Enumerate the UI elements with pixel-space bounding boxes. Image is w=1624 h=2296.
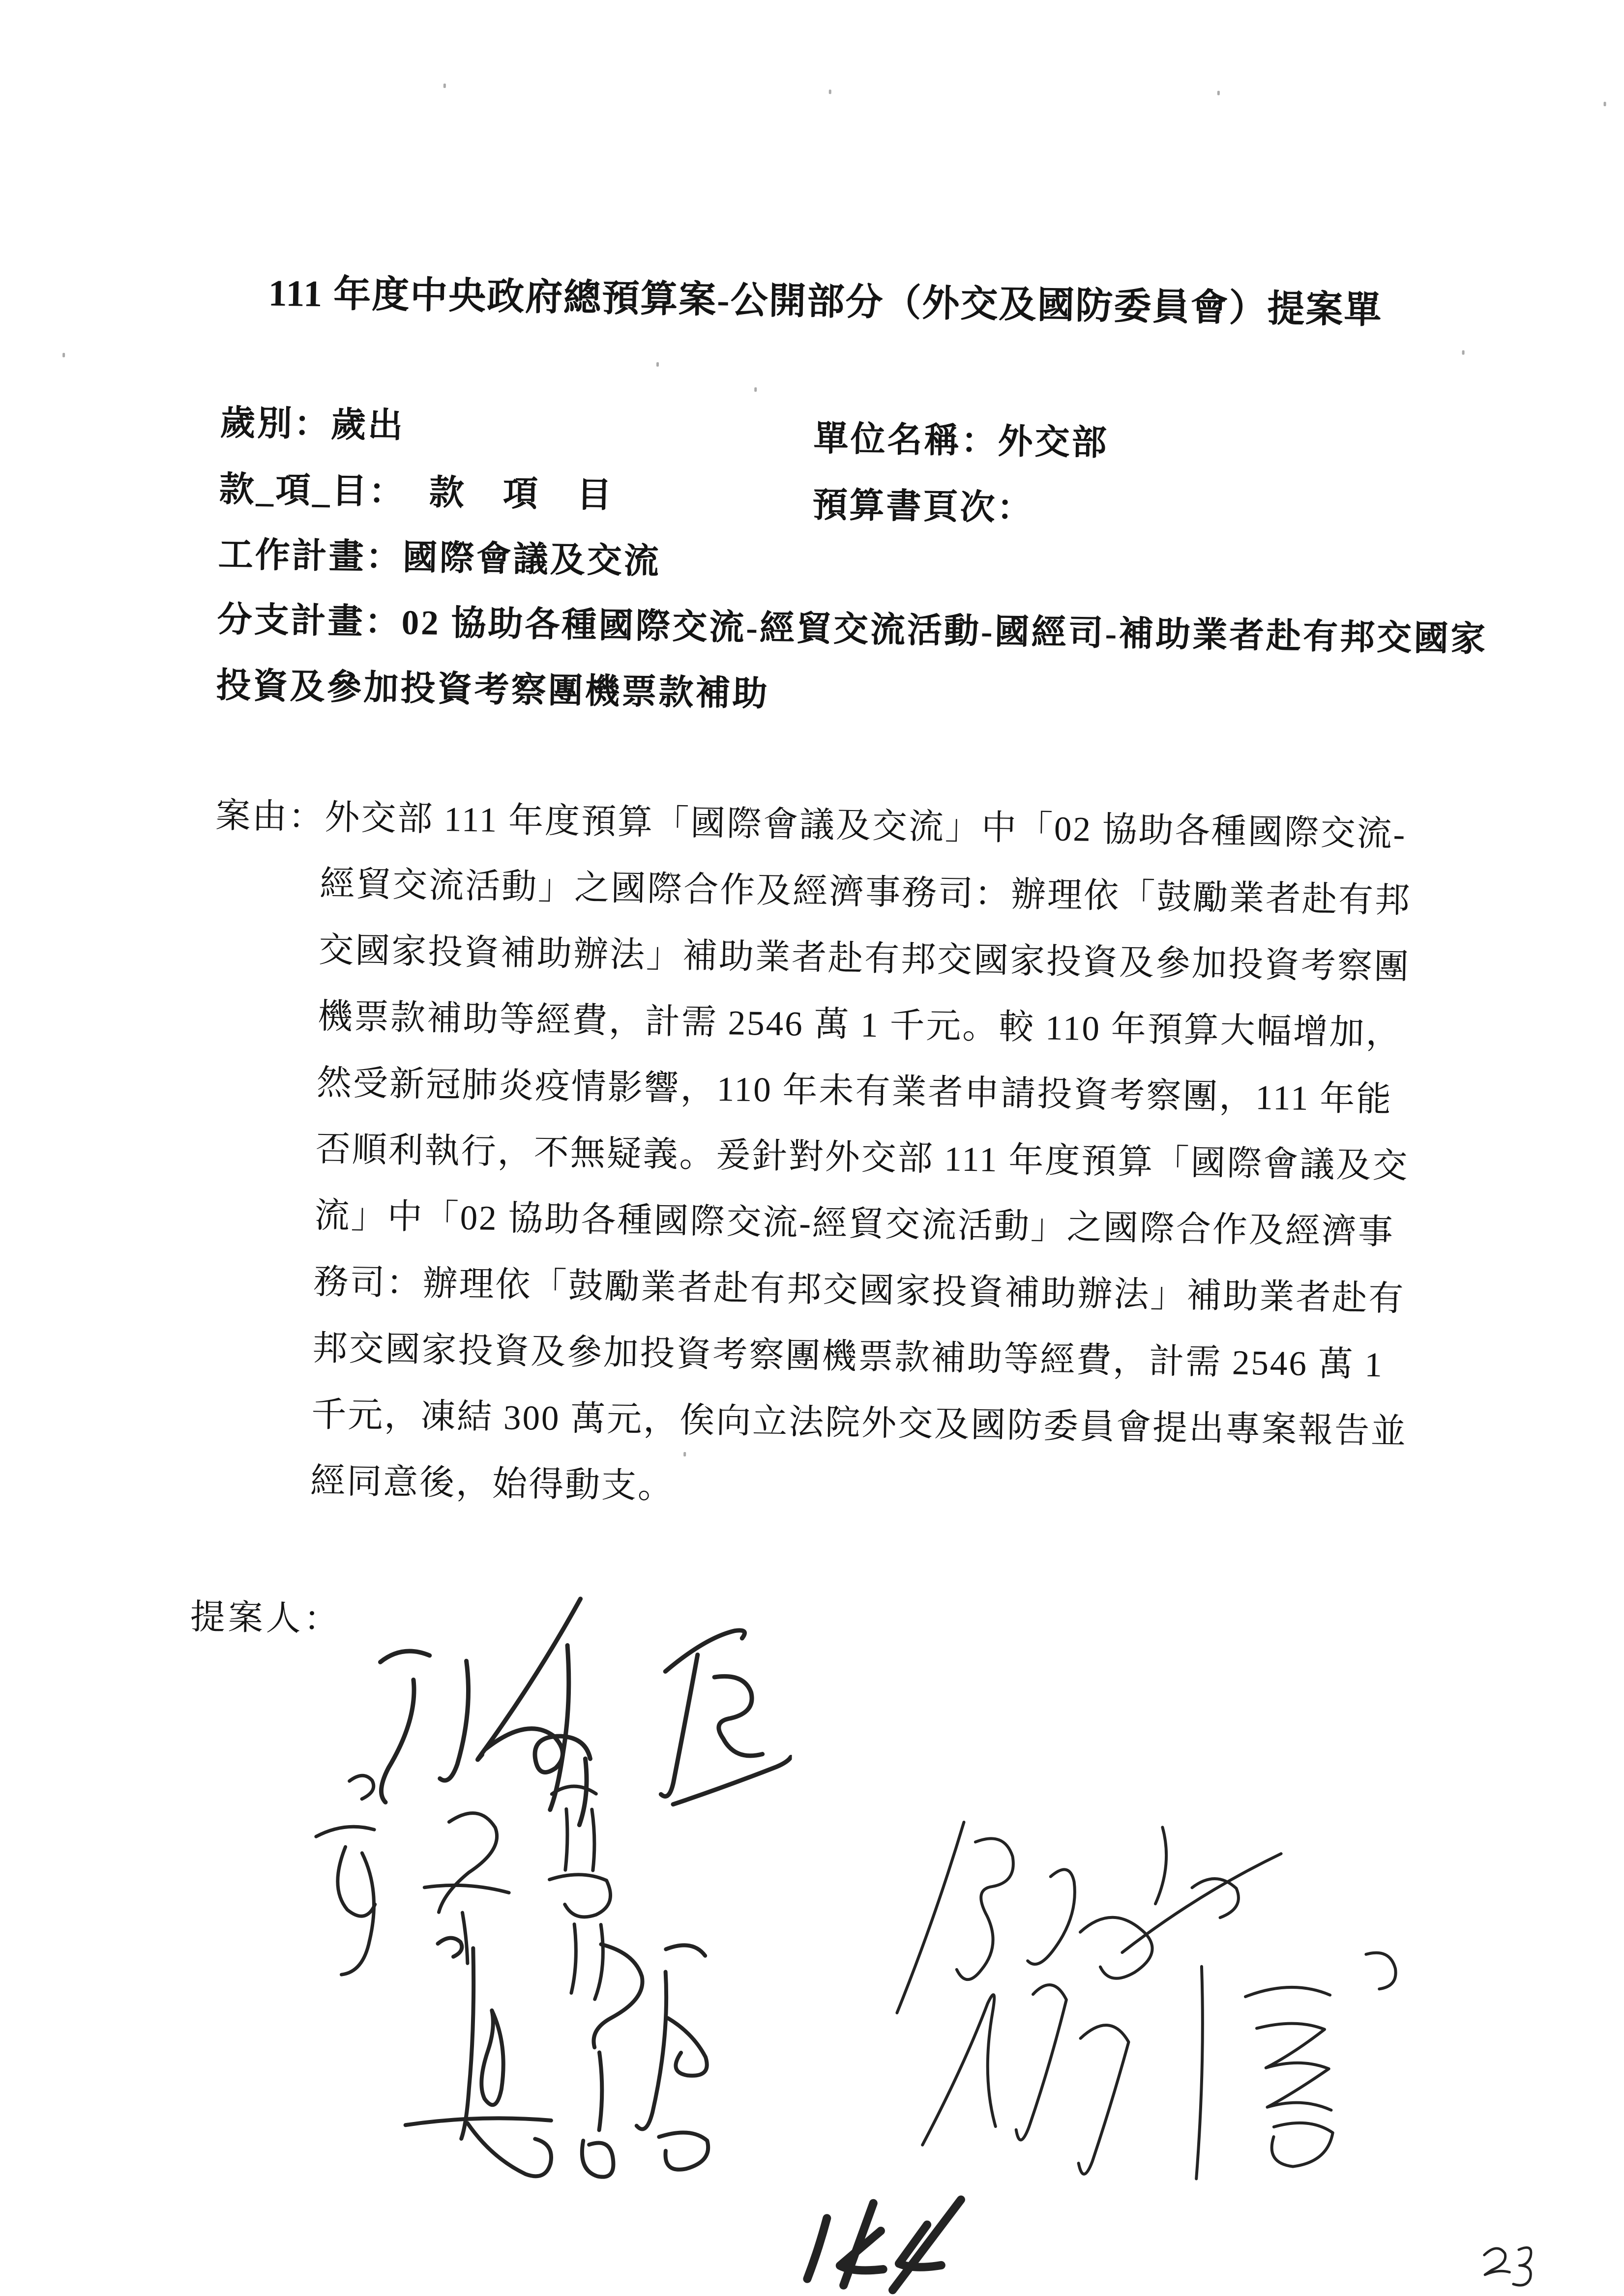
page-title: 111 年度中央政府總預算案-公開部分（外交及國防委員會）提案單	[268, 272, 1383, 332]
scan-speck	[1603, 102, 1606, 106]
handwritten-number-144	[778, 2187, 976, 2296]
field-unit-name	[813, 410, 1109, 465]
proposer-label: 提案人：	[190, 1598, 342, 1639]
field-fiscal-class	[220, 395, 405, 448]
scan-speck	[443, 84, 446, 88]
scan-speck	[829, 89, 831, 94]
item-label: 款_項_目：	[219, 470, 406, 512]
case-line: 經同意後，始得動支。	[310, 1462, 675, 1506]
field-item	[219, 461, 614, 518]
corner-mark-23	[1472, 2236, 1542, 2296]
scan-speck	[1217, 91, 1220, 95]
work-plan-value: 國際會議及交流	[402, 538, 661, 581]
fiscal-class-label: 歲別：	[220, 404, 331, 444]
scan-speck	[754, 387, 757, 392]
unit-name-value: 外交部	[998, 422, 1109, 463]
case-line: 千元，凍結 300 萬元，俟向立法院外交及國防委員會提出專案報告並	[311, 1395, 1408, 1452]
field-work-plan	[218, 526, 661, 583]
budget-page-label: 預算書頁次：	[812, 486, 1034, 528]
scan-speck	[683, 1452, 686, 1456]
handwritten-number-144-drawing	[778, 2187, 976, 2296]
fiscal-class-value: 歲出	[330, 406, 405, 445]
case-line: 邦交國家投資及參加投資考察團機票款補助等經費，計需 2546 萬 1	[312, 1329, 1384, 1385]
case-line: 務司：辦理依「鼓勵業者赴有邦交國家投資補助辦法」補助業者赴有	[313, 1263, 1405, 1318]
signature-4	[386, 1925, 735, 2206]
field-branch-plan	[217, 591, 1488, 662]
case-description	[205, 783, 1475, 1533]
case-line: 流」中「02 協助各種國際交流-經貿交流活動」之國際合作及經濟事	[314, 1196, 1395, 1252]
work-plan-label: 工作計畫：	[218, 535, 403, 577]
signature-5	[898, 1933, 1433, 2237]
scan-speck	[62, 353, 65, 357]
case-line: 經貿交流活動」之國際合作及經濟事務司：辦理依「鼓勵業者赴有邦	[319, 865, 1412, 921]
field-budget-page	[812, 477, 1034, 530]
signature-4-drawing	[386, 1925, 735, 2206]
case-line: 機票款補助等經費，計需 2546 萬 1 千元。較 110 年預算大幅增加，	[317, 997, 1403, 1053]
case-label: 案由：	[215, 796, 325, 837]
unit-name-label: 單位名稱：	[813, 419, 999, 461]
scan-speck	[1462, 350, 1465, 355]
signature-5-drawing	[898, 1933, 1433, 2237]
scan-speck	[656, 362, 659, 367]
branch-plan-line2: 投資及參加投資考察團機票款補助	[216, 666, 770, 714]
field-branch-plan-cont	[216, 657, 769, 716]
case-line: 案由：外交部 111 年度預算「國際會議及交流」中「02 協助各種國際交流-	[215, 796, 1407, 854]
case-line: 否順利執行，不無疑義。爰針對外交部 111 年度預算「國際會議及交	[315, 1130, 1409, 1186]
corner-mark-23-drawing	[1472, 2236, 1542, 2296]
branch-plan-line1: 02 協助各種國際交流-經貿交流活動-國經司-補助業者赴有邦交國家	[401, 603, 1488, 659]
case-line: 然受新冠肺炎疫情影響，110 年未有業者申請投資考察團，111 年能	[316, 1064, 1393, 1119]
branch-plan-label: 分支計畫：	[217, 600, 402, 642]
case-line: 交國家投資補助辦法」補助業者赴有邦交國家投資及參加投資考察團	[318, 931, 1411, 987]
item-value: 款 項 目	[429, 473, 614, 515]
